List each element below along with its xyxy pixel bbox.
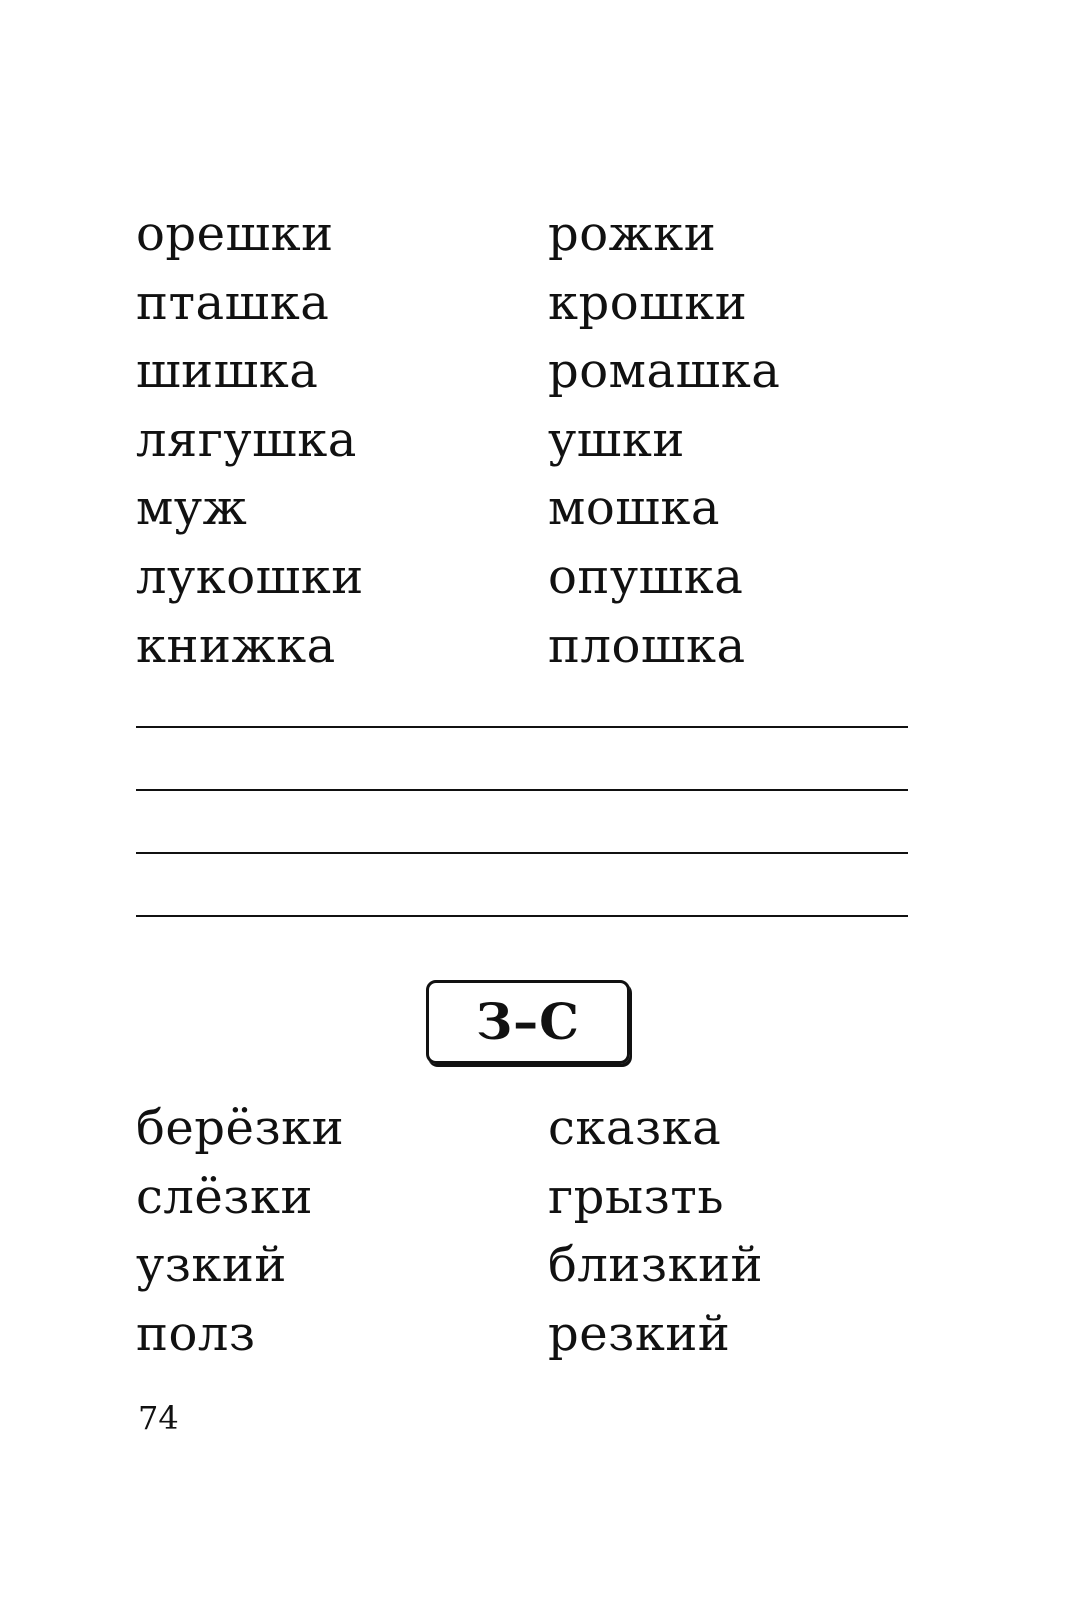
word-item: крошки	[548, 274, 748, 331]
word-item: слёзки	[136, 1168, 313, 1225]
word-item: лукошки	[136, 548, 364, 605]
word-item: берёзки	[136, 1100, 345, 1156]
word-item: муж	[136, 480, 248, 537]
word-item: близкий	[548, 1237, 764, 1294]
writing-lines	[136, 726, 908, 978]
word-item: пташка	[136, 274, 330, 331]
word-item: опушка	[548, 548, 744, 605]
writing-line	[136, 852, 908, 854]
word-column-left	[136, 1094, 344, 1368]
word-item: рожки	[548, 206, 717, 262]
word-column-right	[548, 1094, 763, 1368]
word-item: грызть	[548, 1168, 724, 1225]
word-item: шишка	[136, 343, 319, 400]
word-item: плошка	[548, 617, 746, 674]
word-item: узкий	[136, 1237, 287, 1294]
word-item: мошка	[548, 480, 720, 537]
word-item: сказка	[548, 1100, 722, 1156]
section-badge-label: З–С	[476, 992, 580, 1051]
word-item: орешки	[136, 206, 334, 262]
word-list-sh-zh	[0, 200, 1065, 680]
word-item: ромашка	[548, 343, 781, 400]
word-item: полз	[136, 1305, 256, 1362]
word-column-right	[548, 200, 780, 680]
word-list-z-s	[0, 1094, 1065, 1374]
writing-line	[136, 726, 908, 728]
writing-line	[136, 915, 908, 917]
word-item: резкий	[548, 1305, 731, 1362]
word-item: книжка	[136, 617, 336, 674]
section-badge	[426, 980, 630, 1064]
word-column-left	[136, 200, 364, 680]
writing-line	[136, 789, 908, 791]
page-number: 74	[138, 1399, 179, 1437]
word-item: лягушка	[136, 411, 357, 468]
word-item: ушки	[548, 411, 685, 468]
